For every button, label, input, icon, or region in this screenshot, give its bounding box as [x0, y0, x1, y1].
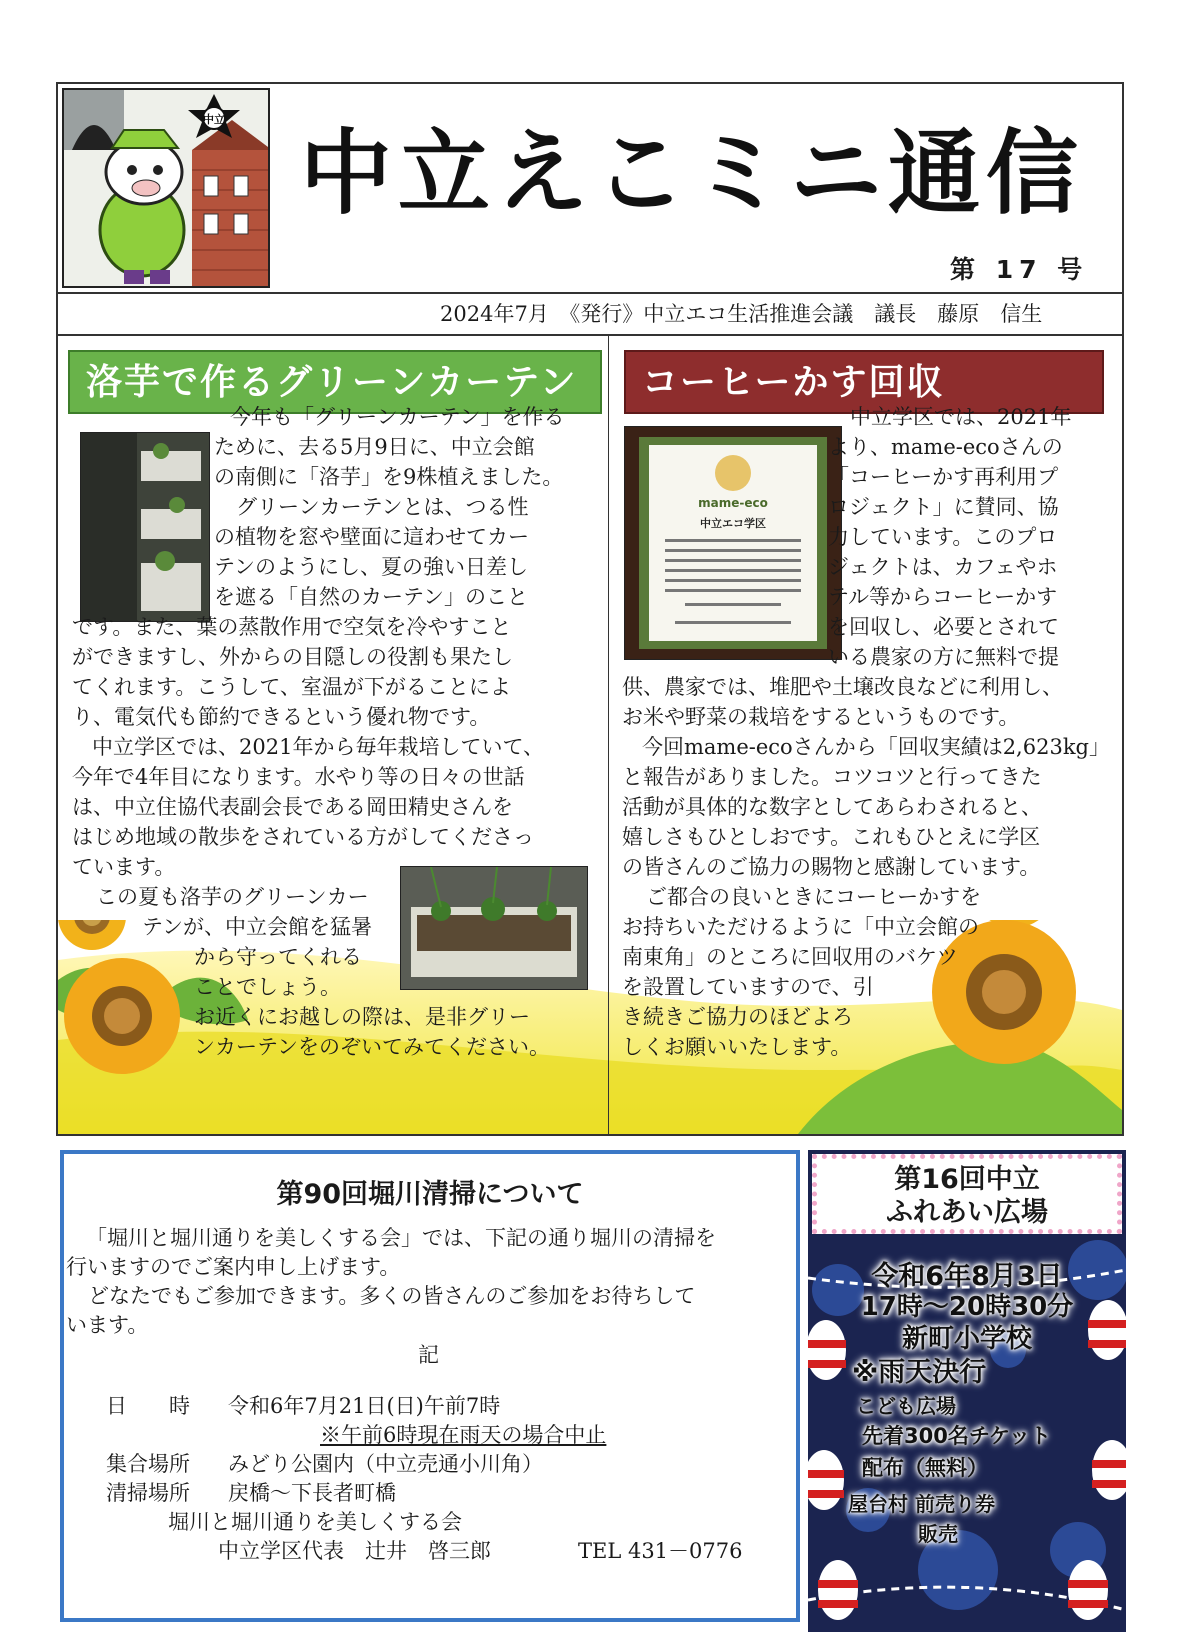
emblem-text: 中立: [203, 113, 225, 126]
column-divider: [608, 336, 609, 1136]
right-line: いる農家の方に無料で提: [828, 645, 1059, 669]
left-line: り、電気代も節約できるという優れ物です。: [72, 705, 491, 729]
left-line: 今年も「グリーンカーテン」を作る: [230, 405, 565, 429]
right-line: き続きご協力のほどよろ: [622, 1005, 853, 1029]
left-line: お近くにお越しの際は、是非グリー: [194, 1005, 530, 1029]
poster-heading-line1: 第16回中立: [894, 1164, 1040, 1195]
poster-rain: ※雨天決行: [852, 1357, 987, 1388]
meet-label: 集合場所: [106, 1452, 190, 1476]
right-line: より、mame-ecoさんの: [828, 435, 1063, 459]
left-line: 今年で4年目になります。水やり等の日々の世話: [72, 765, 525, 789]
right-line: ジェクトは、カフェやホ: [828, 555, 1058, 579]
left-line: ています。: [72, 855, 176, 879]
date-label: 日 時: [106, 1394, 190, 1418]
left-line: から守ってくれる: [194, 945, 362, 969]
left-article-para1-top: [214, 402, 565, 612]
poster-heading-line2: ふれあい広場: [886, 1197, 1048, 1228]
certificate-photo: [624, 426, 842, 660]
green-curtain-photo: [80, 432, 210, 622]
cleanup-title: 第90回堀川清掃について: [276, 1179, 584, 1210]
right-line: 今回mame-ecoさんから「回収実績は2,623kg」: [642, 735, 1110, 759]
left-line: です。また、葉の蒸散作用で空気を冷やすこと: [72, 615, 512, 639]
left-line: グリーンカーテンとは、つる性: [236, 495, 529, 519]
left-line: テンのようにし、夏の強い日差し: [214, 555, 528, 579]
right-line: しくお願いいたします。: [622, 1035, 852, 1059]
poster-kids: こども広場: [856, 1394, 956, 1418]
cert-heading: 中立エコ学区: [700, 517, 766, 530]
left-line: はじめ地域の散歩をされている方がしてくださっ: [72, 825, 534, 849]
right-line: テル等からコーヒーかす: [828, 585, 1058, 609]
cleanup-intro-4: います。: [66, 1313, 149, 1337]
left-line: ことでしょう。: [194, 975, 341, 999]
right-line: 中立学区では、2021年: [850, 405, 1072, 429]
rain-note: ※午前6時現在雨天の場合中止: [320, 1423, 607, 1447]
poster-venue: 新町小学校: [901, 1324, 1032, 1354]
right-article-para1-top: [828, 402, 1071, 672]
right-line: の皆さんのご協力の賜物と感謝しています。: [622, 855, 1041, 879]
right-line: を設置していますので、引: [622, 975, 874, 999]
cleanup-intro-2: 行いますのでご案内申し上げます。: [66, 1255, 401, 1279]
right-line: お米や野菜の栽培をするというものです。: [622, 705, 1020, 729]
right-line: 南東角」のところに回収用のバケツ: [622, 945, 958, 969]
poster-heading: [812, 1154, 1122, 1234]
area-value: 戻橋～下長者町橋: [228, 1481, 396, 1505]
poster-ticket-2: 配布（無料）: [862, 1456, 988, 1480]
left-line: ために、去る5月9日に、中立会館: [214, 435, 535, 459]
telephone: TEL 431－0776: [578, 1539, 743, 1563]
poster-time: 17時～20時30分: [860, 1292, 1074, 1322]
left-line: てくれます。こうして、室温が下がることによ: [72, 675, 511, 699]
organizer: 堀川と堀川通りを美しくする会: [168, 1510, 462, 1534]
publication-line: 2024年7月 《発行》中立エコ生活推進会議 議長 藤原 信生: [440, 302, 1043, 326]
left-line: の南側に「洛芋」を9株植えました。: [214, 465, 564, 489]
left-line: テンが、中立会館を猛暑: [142, 915, 372, 939]
left-line: ンカーテンをのぞいてみてください。: [194, 1035, 550, 1059]
right-article-heading: コーヒーかす回収: [624, 350, 1104, 414]
area-label: 清掃場所: [106, 1481, 190, 1505]
left-line: の植物を窓や壁面に這わせてカー: [214, 525, 529, 549]
right-line: ロジェクト」に賛同、協: [828, 495, 1059, 519]
right-line: 嬉しさもひとしおです。これもひとえに学区: [622, 825, 1041, 849]
left-article-para1-bottom: [72, 612, 544, 882]
meet-value: みどり公園内（中立売通小川角）: [228, 1452, 543, 1476]
left-line: この夏も洛芋のグリーンカー: [96, 885, 369, 909]
right-line: 供、農家では、堆肥や土壌改良などに利用し、: [622, 675, 1063, 699]
newsletter-title: 中立えこミニ通信: [300, 120, 1085, 227]
date-value: 令和6年7月21日(日)午前7時: [228, 1394, 501, 1418]
cleanup-intro-1: 「堀川と堀川通りを美しくする会」では、下記の通り堀川の清掃を: [86, 1226, 716, 1250]
poster-stall: 屋台村 前売り券: [848, 1492, 995, 1516]
cleanup-ki: 記: [418, 1343, 439, 1367]
right-article-para-bottom: [622, 672, 1110, 1062]
right-line: と報告がありました。コツコツと行ってきた: [622, 765, 1042, 789]
right-line: 「コーヒーかす再利用プ: [828, 465, 1059, 489]
poster-sale: 販売: [918, 1522, 958, 1546]
right-line: お持ちいただけるように「中立会館の: [622, 915, 979, 939]
right-line: 活動が具体的な数字としてあらわされると、: [622, 795, 1042, 819]
mascot-illustration: [62, 88, 270, 288]
header-rule: [58, 292, 1122, 294]
cleanup-intro-3: どなたでもご参加できます。多くの皆さんのご参加をお待ちして: [88, 1284, 696, 1308]
left-line: 中立学区では、2021年から毎年栽培していて、: [92, 735, 545, 759]
right-line: ご都合の良いときにコーヒーかすを: [646, 885, 982, 909]
left-line: を遮る「自然のカーテン」のこと: [214, 585, 528, 609]
right-line: を回収し、必要とされて: [828, 615, 1059, 639]
issue-number: 第 17 号: [950, 255, 1089, 284]
poster-date: 令和6年8月3日: [871, 1261, 1063, 1292]
left-article-heading: 洛芋で作るグリーンカーテン: [68, 350, 602, 414]
representative: 中立学区代表 辻井 啓三郎: [218, 1539, 491, 1563]
left-line: ができますし、外からの目隠しの役割も果たし: [72, 645, 513, 669]
right-line: 力しています。このプロ: [828, 525, 1058, 549]
left-article-para3: [72, 882, 550, 1062]
poster-ticket-1: 先着300名チケット: [862, 1424, 1051, 1448]
left-line: は、中立住協代表副会長である岡田精史さんを: [72, 795, 513, 819]
cert-brand: mame-eco: [698, 496, 768, 510]
